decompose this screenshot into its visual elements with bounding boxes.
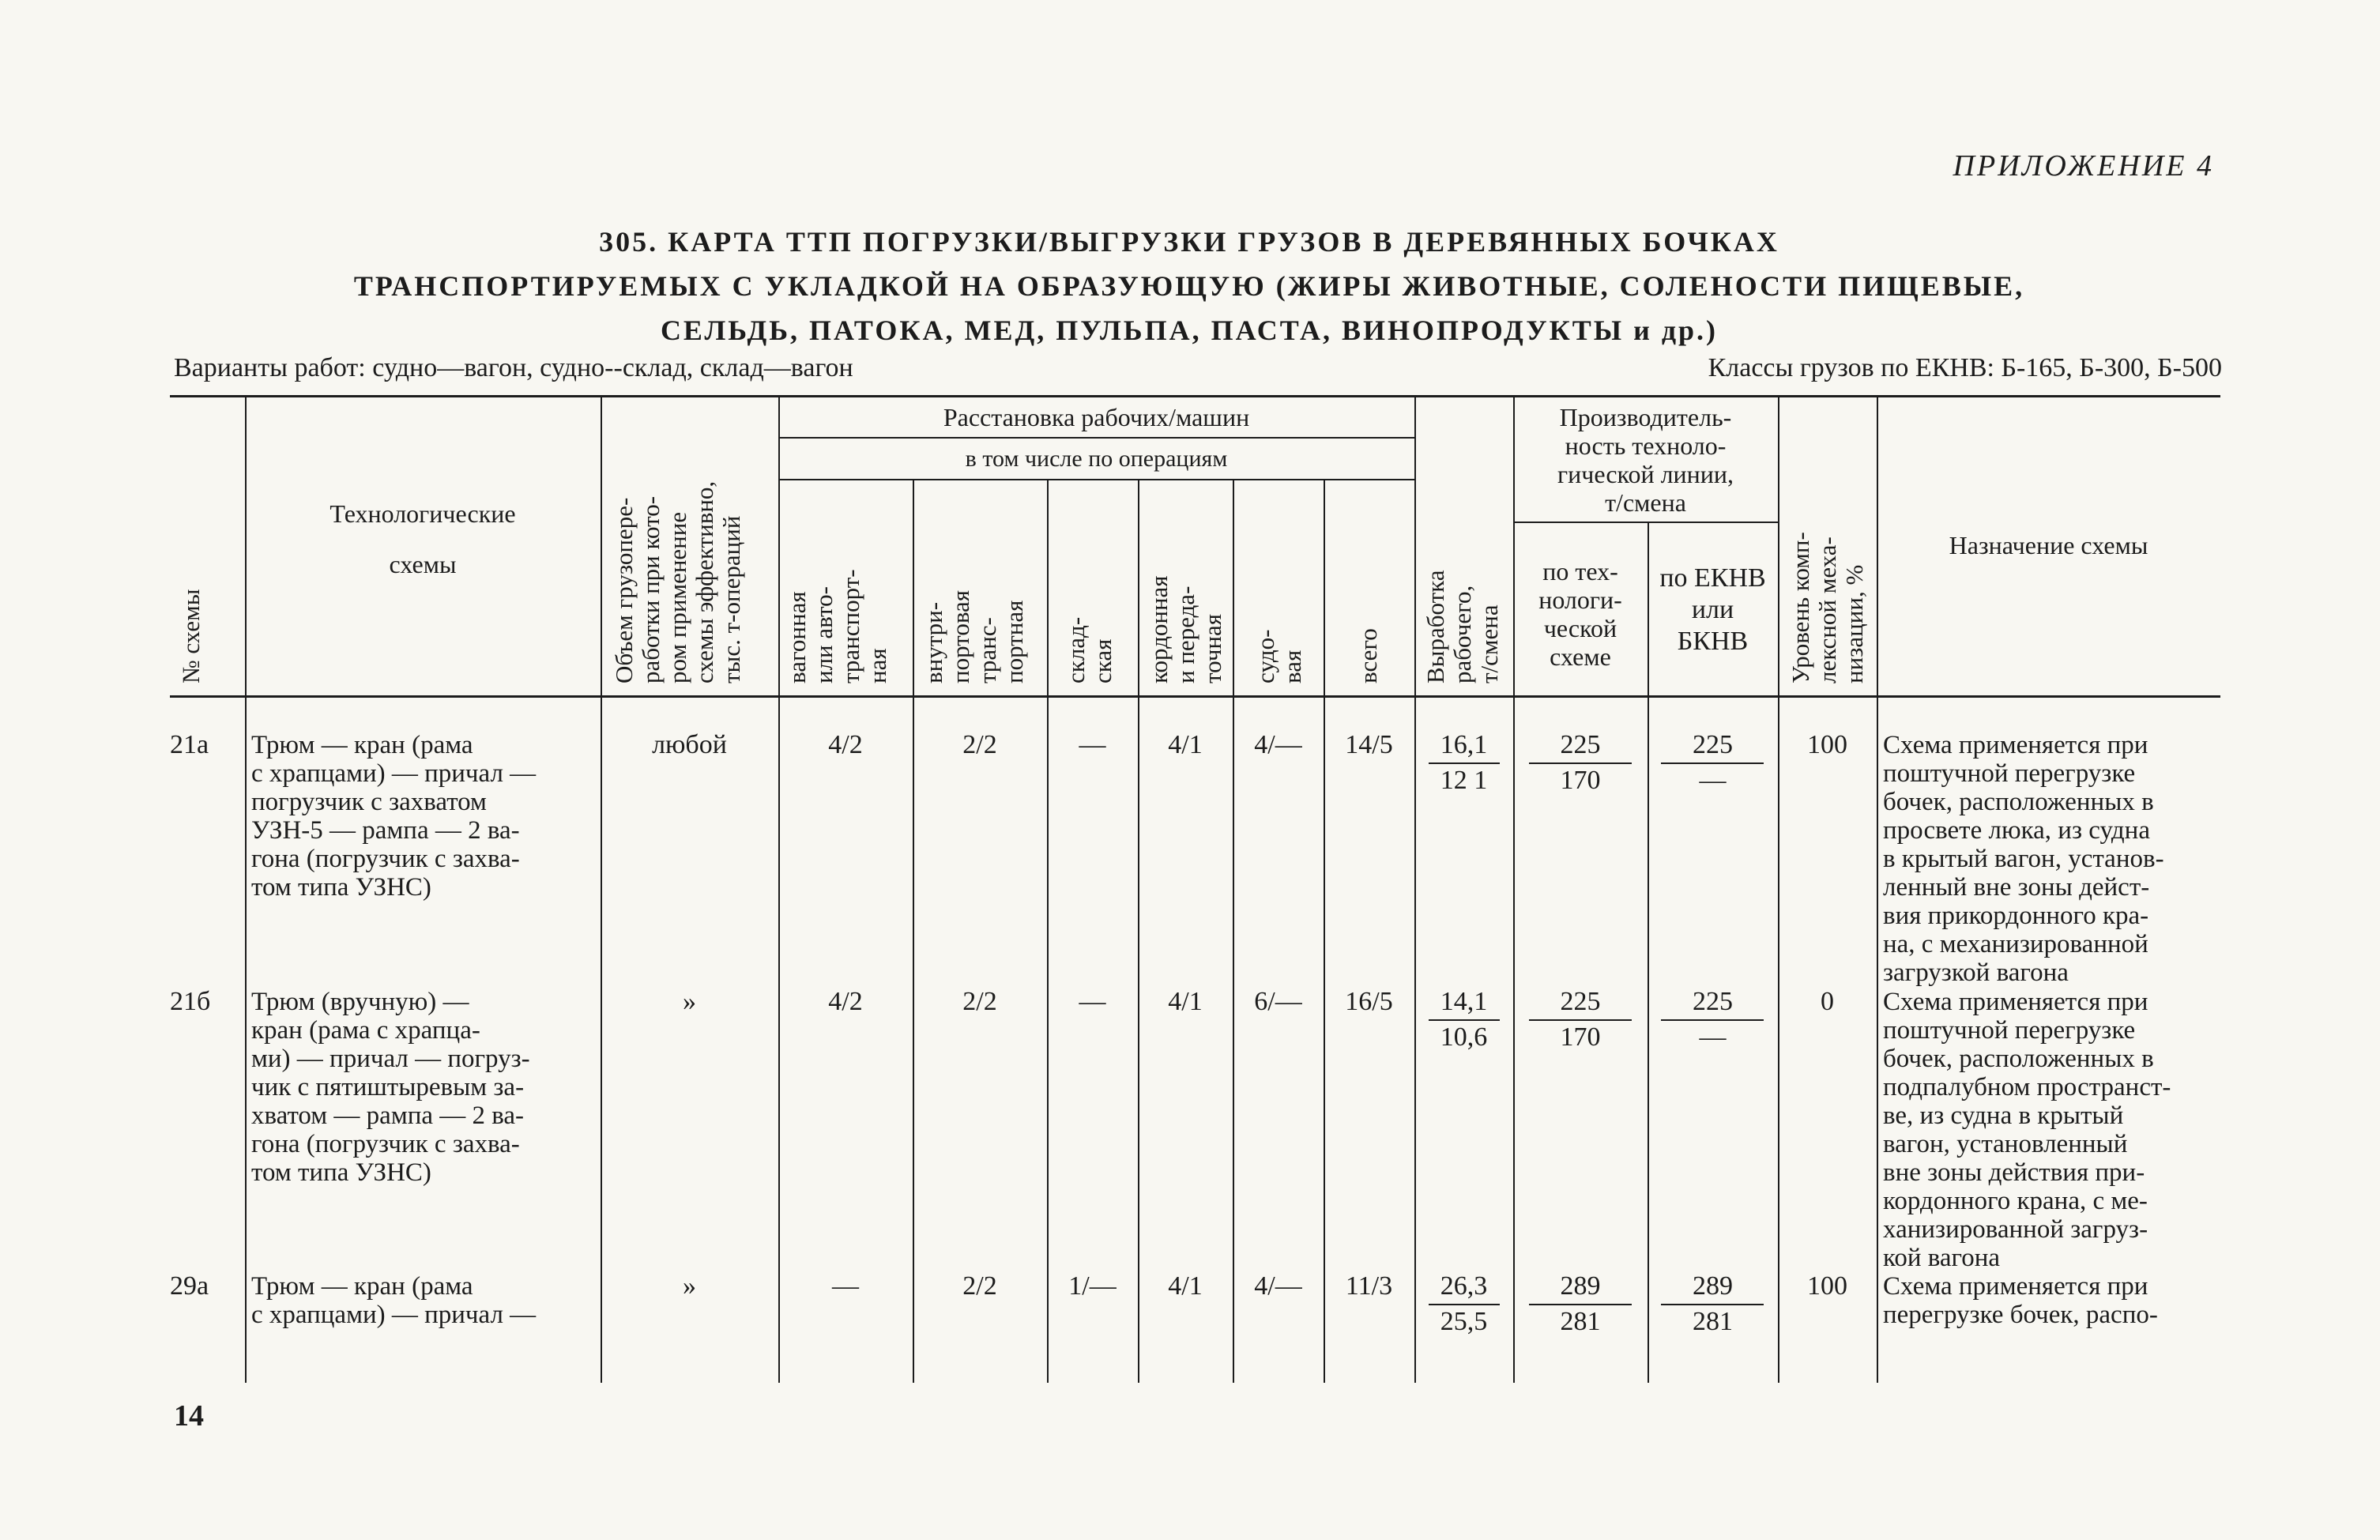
col-line bbox=[1513, 395, 1515, 1383]
row-mechanization: 100 bbox=[1807, 730, 1847, 759]
header-bytech-line: по тех- bbox=[1542, 557, 1618, 586]
purpose-line: кордонного крана, с ме- bbox=[1883, 1187, 2148, 1215]
row-total: 11/3 bbox=[1345, 1271, 1393, 1301]
row-purpose bbox=[1883, 988, 2215, 1272]
row-store: — bbox=[1079, 730, 1106, 759]
row-cordon: 4/1 bbox=[1168, 730, 1203, 759]
header-mech-line: низации, % bbox=[1840, 564, 1868, 683]
fraction-line bbox=[1529, 762, 1632, 764]
header-intra-line: внутри- bbox=[920, 601, 947, 683]
header-ship-line: вая bbox=[1278, 650, 1306, 683]
header-ship-line: судо- bbox=[1252, 629, 1279, 683]
purpose-line: на, с механизированной bbox=[1883, 930, 2148, 958]
row-store: — bbox=[1079, 987, 1106, 1016]
header-volume-line: Объем грузопере- bbox=[610, 497, 638, 683]
row-total: 14/5 bbox=[1345, 730, 1393, 759]
header-num-text: № схемы bbox=[177, 589, 205, 683]
header-volume-line: ром применение bbox=[664, 511, 691, 683]
title-line-2: ТРАНСПОРТИРУЕМЫХ С УКЛАДКОЙ НА ОБРАЗУЮЩУЮ (ЖИРЫ ЖИВОТНЫЕ, СОЛЕНОСТИ ПИЩЕВЫЕ, bbox=[353, 270, 2025, 302]
header-prod-line: ность техноло- bbox=[1565, 431, 1727, 460]
row-bytech-top: 225 bbox=[1560, 987, 1601, 1016]
row-purpose bbox=[1883, 731, 2215, 987]
header-volume-line: работки при кото- bbox=[637, 495, 665, 683]
purpose-line: поштучной перегрузке bbox=[1883, 759, 2136, 788]
scheme-line: Трюм (вручную) — bbox=[251, 988, 469, 1016]
fraction-line bbox=[1661, 1304, 1764, 1305]
header-intra bbox=[921, 590, 1028, 683]
header-num bbox=[178, 589, 205, 683]
purpose-line: вне зоны действия при- bbox=[1883, 1158, 2145, 1187]
row-output-top: 14,1 bbox=[1440, 987, 1488, 1016]
fraction-line bbox=[1529, 1304, 1632, 1305]
header-subrule bbox=[1513, 521, 1778, 523]
scheme-line: Трюм — кран (рама bbox=[251, 731, 473, 759]
row-num: 29а bbox=[170, 1271, 209, 1301]
fraction-line bbox=[1529, 1019, 1632, 1021]
header-cordon-line: и переда- bbox=[1172, 586, 1199, 683]
header-output-line: Выработка bbox=[1422, 570, 1449, 683]
purpose-line: в крытый вагон, установ- bbox=[1883, 845, 2164, 873]
header-volume bbox=[611, 481, 745, 683]
purpose-line: вия прикордонного кра- bbox=[1883, 902, 2149, 930]
header-productivity bbox=[1513, 403, 1778, 517]
col-line bbox=[601, 395, 602, 1383]
row-output-bottom: 10,6 bbox=[1440, 1022, 1488, 1052]
row-bytech-bottom: 170 bbox=[1560, 1022, 1601, 1052]
header-wagon-line: или авто- bbox=[810, 586, 838, 683]
header-ekhv-line: по ЕКНВ bbox=[1659, 563, 1766, 593]
row-ship: 4/— bbox=[1254, 1271, 1302, 1301]
row-total: 16/5 bbox=[1345, 987, 1393, 1016]
col-line bbox=[1047, 479, 1049, 1383]
header-wagon-line: вагонная bbox=[783, 591, 811, 683]
row-volume: » bbox=[683, 1271, 696, 1301]
header-prod-line: гической линии, bbox=[1557, 460, 1734, 488]
header-bytech-line: ческой bbox=[1543, 614, 1617, 642]
row-ekhv-bottom: 281 bbox=[1693, 1307, 1733, 1336]
header-volume-line: тыс. т-операций bbox=[717, 515, 745, 683]
purpose-line: загрузкой вагона bbox=[1883, 958, 2069, 987]
purpose-line: бочек, расположенных в bbox=[1883, 788, 2154, 816]
row-output-top: 26,3 bbox=[1440, 1271, 1488, 1301]
header-placement: Расстановка рабочих/машин bbox=[943, 403, 1250, 431]
header-subrule bbox=[778, 479, 1414, 480]
scheme-line: кран (рама с храпца- bbox=[251, 1016, 480, 1045]
header-mech-line: Уровень комп- bbox=[1787, 532, 1814, 683]
header-prod-line: Производитель- bbox=[1559, 403, 1732, 431]
table-header-rule bbox=[170, 695, 2220, 698]
scheme-line: чик с пятиштыревым за- bbox=[251, 1073, 525, 1101]
row-mechanization: 100 bbox=[1807, 1271, 1847, 1301]
row-output-bottom: 25,5 bbox=[1440, 1307, 1488, 1336]
page-number: 14 bbox=[174, 1399, 204, 1433]
title-line-1: 305. КАРТА ТТП ПОГРУЗКИ/ВЫГРУЗКИ ГРУЗОВ В ДЕРЕВЯННЫХ БОЧКАХ bbox=[599, 226, 1779, 258]
work-variants: Варианты работ: судно—вагон, судно--склад, склад—вагон bbox=[174, 353, 853, 382]
header-store bbox=[1063, 617, 1117, 683]
purpose-line: вагон, установленный bbox=[1883, 1130, 2128, 1158]
header-output-line: т/смена bbox=[1475, 604, 1503, 683]
scheme-line: ми) — причал — погруз- bbox=[251, 1045, 530, 1073]
row-bytech-bottom: 281 bbox=[1560, 1307, 1601, 1336]
row-ekhv-bottom: — bbox=[1699, 1022, 1727, 1052]
header-output bbox=[1422, 570, 1503, 683]
scheme-line: том типа УЗНС) bbox=[251, 1158, 431, 1187]
header-purpose: Назначение схемы bbox=[1949, 531, 2148, 559]
row-mechanization: 0 bbox=[1821, 987, 1834, 1016]
header-ekhv bbox=[1648, 563, 1778, 657]
scheme-line: УЗН-5 — рампа — 2 ва- bbox=[251, 816, 520, 845]
header-cordon-line: кордонная bbox=[1145, 575, 1173, 683]
purpose-line: бочек, расположенных в bbox=[1883, 1045, 2154, 1073]
document-title bbox=[300, 220, 2078, 352]
header-subrule bbox=[778, 437, 1414, 439]
purpose-line: ве, из судна в крытый bbox=[1883, 1101, 2124, 1130]
scheme-line: с храпцами) — причал — bbox=[251, 759, 537, 788]
header-bytech-line: нологи- bbox=[1538, 586, 1622, 614]
row-ship: 6/— bbox=[1254, 987, 1302, 1016]
header-total-line: всего bbox=[1354, 628, 1382, 683]
header-mechanization bbox=[1787, 532, 1868, 683]
row-ekhv-top: 225 bbox=[1693, 987, 1733, 1016]
header-ship bbox=[1252, 630, 1306, 684]
purpose-line: Схема применяется при bbox=[1883, 731, 2148, 759]
header-by-tech bbox=[1513, 557, 1648, 671]
row-ekhv-bottom: — bbox=[1699, 766, 1727, 795]
row-scheme bbox=[251, 731, 594, 902]
header-bytech-line: схеме bbox=[1550, 642, 1611, 671]
fraction-line bbox=[1429, 762, 1500, 764]
row-output-top: 16,1 bbox=[1440, 730, 1488, 759]
col-line bbox=[1233, 479, 1234, 1383]
row-bytech-top: 225 bbox=[1560, 730, 1601, 759]
fraction-line bbox=[1661, 1019, 1764, 1021]
row-volume: » bbox=[683, 987, 696, 1016]
purpose-line: просвете люка, из судна bbox=[1883, 816, 2150, 845]
header-prod-line: т/смена bbox=[1605, 488, 1686, 517]
header-incl-ops: в том числе по операциям bbox=[965, 446, 1228, 472]
fraction-line bbox=[1429, 1019, 1500, 1021]
header-cordon-line: точная bbox=[1199, 613, 1226, 683]
row-bytech-bottom: 170 bbox=[1560, 766, 1601, 795]
header-output-line: рабочего, bbox=[1448, 585, 1476, 683]
row-cordon: 4/1 bbox=[1168, 1271, 1203, 1301]
purpose-line: Схема применяется при bbox=[1883, 988, 2148, 1016]
title-line-3: СЕЛЬДЬ, ПАТОКА, МЕД, ПУЛЬПА, ПАСТА, ВИНОПРОДУКТЫ и др.) bbox=[660, 314, 1719, 346]
purpose-line: поштучной перегрузке bbox=[1883, 1016, 2136, 1045]
row-intra: 2/2 bbox=[962, 730, 997, 759]
purpose-line: ленный вне зоны дейст- bbox=[1883, 873, 2150, 902]
header-intra-line: транс- bbox=[973, 617, 1001, 683]
header-volume-line: схемы эффективно, bbox=[691, 480, 718, 683]
row-bytech-top: 289 bbox=[1560, 1271, 1601, 1301]
purpose-line: подпалубном пространст- bbox=[1883, 1073, 2171, 1101]
header-tech bbox=[245, 499, 601, 578]
scheme-line: хватом — рампа — 2 ва- bbox=[251, 1101, 525, 1130]
header-intra-line: портная bbox=[1000, 600, 1028, 683]
header-ekhv-line: или bbox=[1691, 595, 1734, 624]
row-cordon: 4/1 bbox=[1168, 987, 1203, 1016]
col-line bbox=[1414, 395, 1416, 1383]
row-wagon: 4/2 bbox=[828, 987, 863, 1016]
row-intra: 2/2 bbox=[962, 1271, 997, 1301]
scheme-line: гона (погрузчик с захва- bbox=[251, 845, 520, 873]
col-line bbox=[1324, 479, 1325, 1383]
row-num: 21а bbox=[170, 730, 209, 759]
header-wagon-line: транспорт- bbox=[837, 569, 864, 683]
header-ekhv-line: БКНВ bbox=[1677, 627, 1749, 656]
purpose-line: Схема применяется при bbox=[1883, 1272, 2148, 1301]
header-intra-line: портовая bbox=[947, 589, 974, 683]
header-tech-line: Технологические bbox=[330, 499, 516, 528]
scheme-line: том типа УЗНС) bbox=[251, 873, 431, 902]
col-line bbox=[1778, 395, 1779, 1383]
row-volume: любой bbox=[652, 730, 727, 759]
purpose-line: кой вагона bbox=[1883, 1244, 2001, 1272]
col-line bbox=[778, 395, 780, 1383]
appendix-label: ПРИЛОЖЕНИЕ 4 bbox=[1953, 149, 2214, 183]
table-top-rule bbox=[170, 395, 2220, 397]
row-ekhv-top: 289 bbox=[1693, 1271, 1733, 1301]
header-store-line: ская bbox=[1089, 638, 1117, 683]
scheme-line: гона (погрузчик с захва- bbox=[251, 1130, 520, 1158]
scheme-line: с храпцами) — причал — bbox=[251, 1301, 537, 1329]
fraction-line bbox=[1661, 762, 1764, 764]
col-line bbox=[1138, 479, 1139, 1383]
row-ekhv-top: 225 bbox=[1693, 730, 1733, 759]
header-mech-line: лексной меха- bbox=[1813, 537, 1841, 683]
row-wagon: 4/2 bbox=[828, 730, 863, 759]
row-scheme bbox=[251, 988, 594, 1187]
header-wagon-line: ная bbox=[864, 648, 891, 683]
header-cordon bbox=[1146, 575, 1226, 683]
row-ship: 4/— bbox=[1254, 730, 1302, 759]
row-num: 21б bbox=[170, 987, 211, 1016]
row-purpose bbox=[1883, 1272, 2215, 1329]
row-output-bottom: 12 1 bbox=[1440, 766, 1488, 795]
row-intra: 2/2 bbox=[962, 987, 997, 1016]
row-store: 1/— bbox=[1068, 1271, 1117, 1301]
purpose-line: перегрузке бочек, распо- bbox=[1883, 1301, 2158, 1329]
row-scheme bbox=[251, 1272, 594, 1329]
purpose-line: ханизированной загруз- bbox=[1883, 1215, 2148, 1244]
row-wagon: — bbox=[832, 1271, 859, 1301]
header-store-line: склад- bbox=[1062, 616, 1090, 683]
header-tech-line: схемы bbox=[389, 550, 457, 578]
col-line bbox=[913, 479, 914, 1383]
scheme-line: погрузчик с захватом bbox=[251, 788, 487, 816]
header-wagon bbox=[784, 569, 891, 683]
fraction-line bbox=[1429, 1304, 1500, 1305]
scheme-line: Трюм — кран (рама bbox=[251, 1272, 473, 1301]
cargo-classes: Классы грузов по ЕКНВ: Б-165, Б-300, Б-500 bbox=[1708, 353, 2222, 382]
header-total bbox=[1355, 628, 1382, 683]
